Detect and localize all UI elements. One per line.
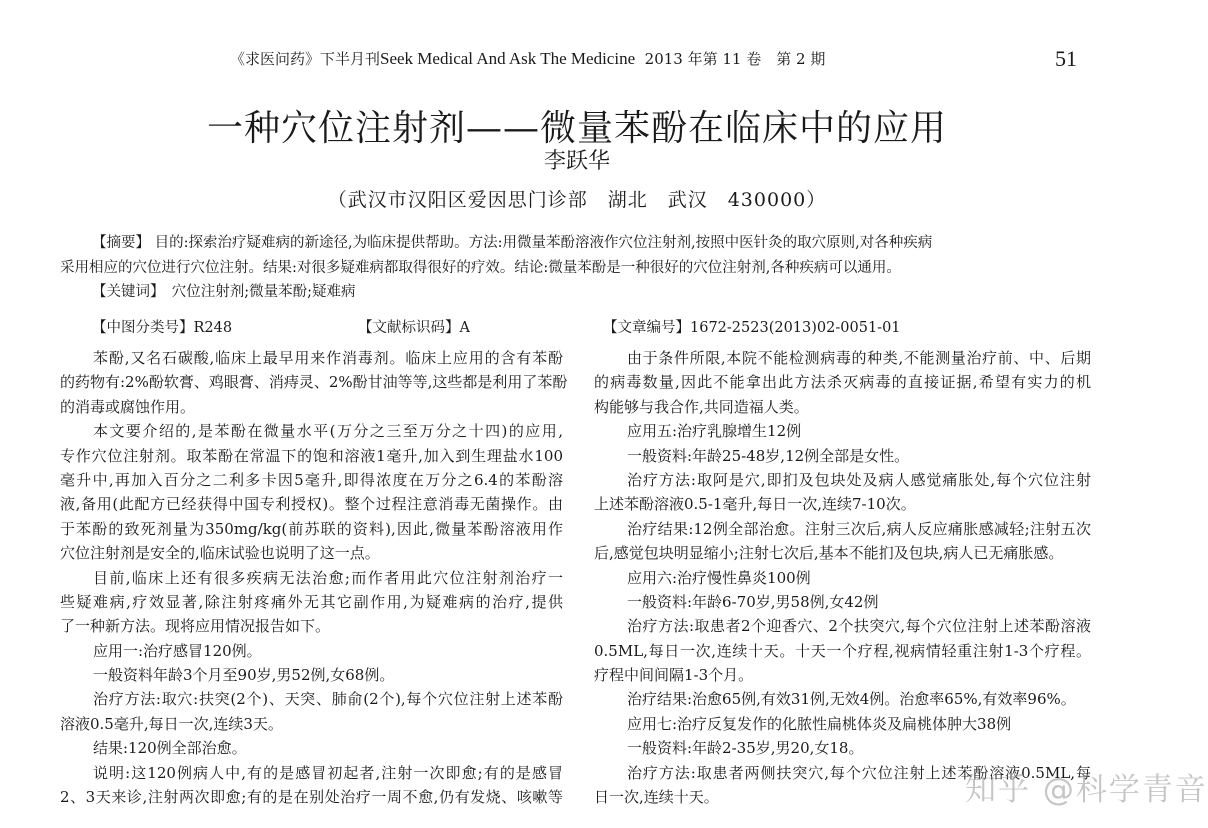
text-line: 治疗结果:治愈65例,有效31例,无效4例。治愈率65%,有效率96%。 (627, 690, 1076, 709)
text-line: 治疗方法:取患者两侧扶突穴,每个穴位注射上述苯酚溶液0.5ML,每 (627, 763, 1091, 782)
text-line: 治疗结果:12例全部治愈。注射三次后,病人反应痛胀感减轻;注射五次 (627, 519, 1091, 538)
paragraph (60, 419, 563, 565)
text-line: 治疗方法:取阿是穴,即扪及包块处及病人感觉痛胀处,每个穴位注射 (627, 470, 1091, 489)
paragraph (594, 444, 1091, 468)
text-line: 构能够与我合作,共同造福人类。 (594, 397, 809, 416)
document-code: 【文献标识码】A (358, 320, 470, 336)
paragraph (594, 712, 1091, 736)
text-line: 2、3天来诊,注射两次即愈;有的是在别处治疗一周不愈,仍有发烧、咳嗽等 (60, 788, 563, 807)
paragraph (594, 517, 1091, 566)
text-line: 一般资料:年龄6-70岁,男58例,女42例 (627, 592, 879, 611)
text-line: 于苯酚的致死剂量为350mg/kg(前苏联的资料),因此,微量苯酚溶液用作 (60, 519, 563, 538)
paragraph (60, 566, 563, 639)
issue-info: 2013 年第 11 卷 第 2 期 (644, 50, 826, 68)
paragraph (60, 346, 568, 419)
text-line: 说明:这120例病人中,有的是感冒初起者,注射一次即愈;有的是感冒 (93, 763, 563, 782)
page-number: 51 (1055, 46, 1077, 71)
text-line: 应用六:治疗慢性鼻炎100例 (627, 568, 811, 587)
watermark: 知乎 @科学青音 (965, 772, 1208, 808)
paragraph (60, 736, 563, 760)
paragraph (60, 687, 563, 736)
text-line: 本文要介绍的,是苯酚在微量水平(万分之三至万分之十四)的应用, (93, 422, 563, 441)
text-line: 些疑难病,疗效显著,除注射疼痛外无其它副作用,为疑难病的治疗,提供 (60, 592, 563, 611)
paragraph (594, 566, 1091, 590)
paragraph (594, 687, 1091, 711)
text-line: 日一次,连续十天。 (594, 788, 719, 807)
paragraph (594, 614, 1091, 687)
text-line: 液,备用(此配方已经获得中国专利授权)。整个过程注意消毒无菌操作。由 (60, 495, 563, 514)
text-line: 上述苯酚溶液0.5-1毫升,每日一次,连续7-10次。 (594, 495, 916, 514)
text-line: 的消毒或腐蚀作用。 (60, 397, 196, 416)
text-line: 毫升中,再加入百分之二利多卡因5毫升,即得浓度在万分之6.4的苯酚溶 (60, 470, 563, 489)
text-line: 的病毒数量,因此不能拿出此方法杀灭病毒的直接证据,希望有实力的机 (594, 373, 1091, 392)
text-line: 结果:120例全部治愈。 (93, 739, 247, 758)
article-number: 【文章编号】1672-2523(2013)02-0051-01 (603, 320, 901, 336)
running-header (230, 48, 825, 69)
keywords: 【关键词】 穴位注射剂;微量苯酚;疑难病 (92, 284, 356, 300)
journal-name-cn: 《求医问药》下半月刊 (230, 50, 381, 68)
text-line: 应用七:治疗反复发作的化脓性扁桃体炎及扁桃体肿大38例 (627, 714, 1012, 733)
text-line: 了一种新方法。现将应用情况报告如下。 (60, 617, 331, 636)
body-column-right (594, 346, 1091, 809)
text-line: 专作穴位注射剂。取苯酚在常温下的饱和溶液1毫升,加入到生理盐水100 (60, 446, 563, 465)
text-line: 穴位注射剂是安全的,临床试验也说明了这一点。 (60, 544, 380, 563)
text-line: 由于条件所限,本院不能检测病毒的种类,不能测量治疗前、中、后期 (627, 349, 1091, 367)
text-line: 应用一:治疗感冒120例。 (93, 641, 262, 660)
paragraph (594, 346, 1091, 419)
paragraph (60, 639, 563, 663)
abstract-line: 【摘要】 目的:探索治疗疑难病的新途径,为临床提供帮助。方法:用微量苯酚溶液作穴位注射剂,按照中医针灸的取穴原则,对各种疾病 (92, 235, 933, 251)
paragraph (594, 419, 1091, 443)
paragraph (60, 761, 563, 810)
text-line: 后,感觉包块明显缩小;注射七次后,基本不能扪及包块,病人已无痛胀感。 (594, 544, 1064, 563)
text-line: 疗程中间间隔1-3个月。 (594, 666, 754, 685)
text-line: 苯酚,又名石碳酸,临床上最早用来作消毒剂。临床上应用的含有苯酚 (93, 349, 563, 367)
article-title: 一种穴位注射剂——微量苯酚在临床中的应用 (206, 108, 947, 149)
author-affiliation: （武汉市汉阳区爱因思门诊部 湖北 武汉 430000） (327, 189, 827, 211)
paragraph (60, 663, 563, 687)
text-line: 治疗方法:取患者2个迎香穴、2个扶突穴,每个穴位注射上述苯酚溶液 (627, 617, 1091, 636)
text-line: 一般资料:年龄2-35岁,男20,女18。 (627, 739, 864, 758)
text-line: 治疗方法:取穴:扶突(2个)、天突、肺俞(2个),每个穴位注射上述苯酚 (93, 690, 563, 709)
text-line: 目前,临床上还有很多疾病无法治愈;而作者用此穴位注射剂治疗一 (93, 568, 563, 587)
text-line: 一般资料年龄3个月至90岁,男52例,女68例。 (93, 666, 395, 685)
paragraph (594, 590, 1091, 614)
abstract-line: 采用相应的穴位进行穴位注射。结果:对很多疑难病都取得很好的疗效。结论:微量苯酚是一种很好的穴位注射剂,各种疾病可以通用。 (60, 260, 901, 276)
journal-name-en: Seek Medical And Ask The Medicine (380, 49, 636, 68)
text-line: 溶液0.5毫升,每日一次,连续3天。 (60, 714, 283, 733)
paragraph (594, 468, 1091, 517)
text-line: 一般资料:年龄25-48岁,12例全部是女性。 (627, 446, 910, 465)
text-line: 应用五:治疗乳腺增生12例 (627, 422, 802, 441)
classification-number: 【中图分类号】R248 (92, 320, 233, 336)
paragraph (594, 736, 1091, 760)
body-column-left (60, 346, 568, 809)
text-line: 的药物有:2%酚软膏、鸡眼膏、消痔灵、2%酚甘油等等,这些都是利用了苯酚 (60, 373, 568, 392)
article-author: 李跃华 (543, 149, 610, 174)
text-line: 0.5ML,每日一次,连续十天。十天一个疗程,视病情轻重注射1-3个疗程。 (594, 641, 1091, 660)
